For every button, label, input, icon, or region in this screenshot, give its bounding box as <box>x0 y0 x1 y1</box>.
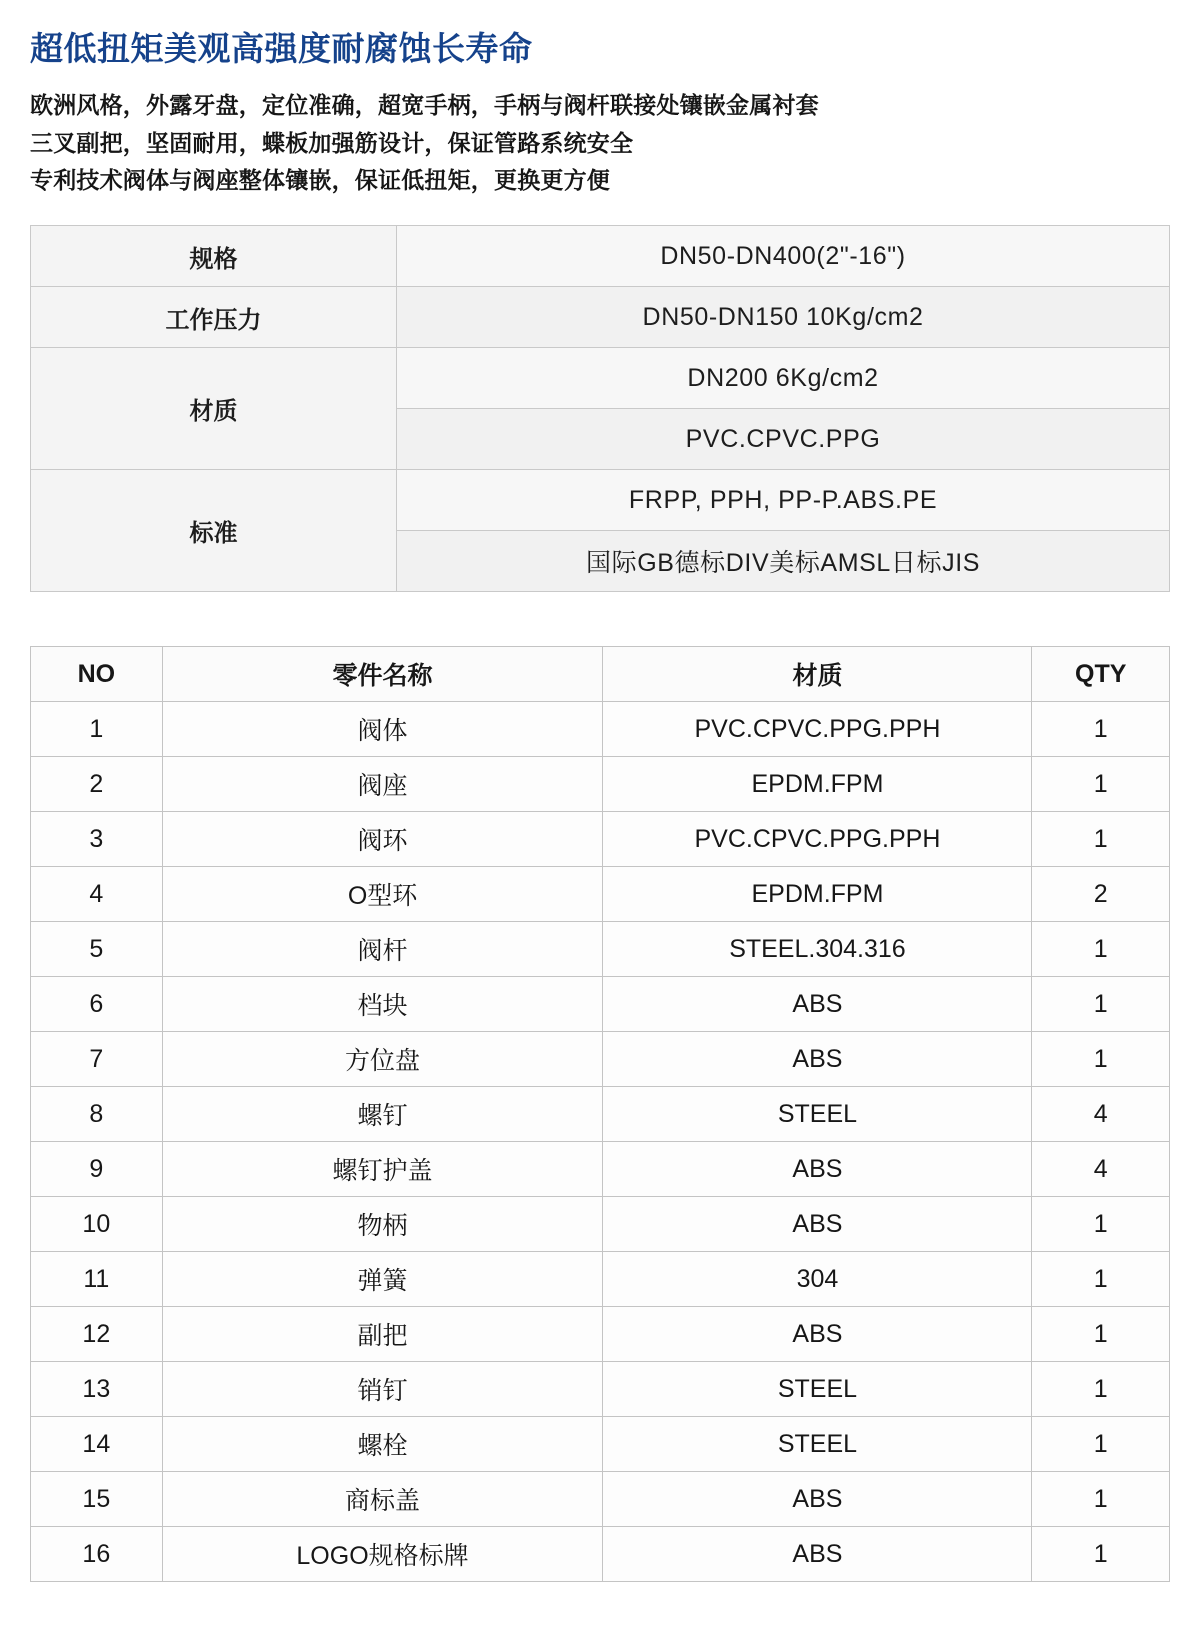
cell-no: 13 <box>31 1362 163 1417</box>
cell-partname: 方位盘 <box>162 1032 603 1087</box>
cell-qty: 4 <box>1032 1142 1170 1197</box>
cell-partname: 弹簧 <box>162 1252 603 1307</box>
cell-no: 3 <box>31 812 163 867</box>
cell-qty: 1 <box>1032 1252 1170 1307</box>
column-header-partname: 零件名称 <box>162 647 603 702</box>
cell-material: STEEL <box>603 1362 1032 1417</box>
cell-partname: 销钉 <box>162 1362 603 1417</box>
table-row <box>31 1527 1170 1582</box>
cell-qty: 1 <box>1032 702 1170 757</box>
cell-no: 8 <box>31 1087 163 1142</box>
cell-qty: 1 <box>1032 1527 1170 1582</box>
feature-line: 三叉副把，坚固耐用，蝶板加强筋设计，保证管路系统安全 <box>30 129 634 156</box>
table-row <box>31 702 1170 757</box>
cell-material: ABS <box>603 977 1032 1032</box>
cell-no: 16 <box>31 1527 163 1582</box>
table-row <box>31 348 1170 409</box>
table-row <box>31 757 1170 812</box>
table-row <box>31 1252 1170 1307</box>
spec-label: 规格 <box>31 226 397 287</box>
table-header-row <box>31 647 1170 702</box>
spec-value: FRPP, PPH, PP-P.ABS.PE <box>397 470 1170 531</box>
cell-no: 6 <box>31 977 163 1032</box>
cell-material: STEEL.304.316 <box>603 922 1032 977</box>
table-row <box>31 1087 1170 1142</box>
feature-list <box>30 87 1170 199</box>
cell-qty: 1 <box>1032 1472 1170 1527</box>
cell-qty: 1 <box>1032 1417 1170 1472</box>
specification-table <box>30 225 1170 592</box>
cell-partname: 阀环 <box>162 812 603 867</box>
cell-material: ABS <box>603 1032 1032 1087</box>
cell-partname: 阀杆 <box>162 922 603 977</box>
cell-no: 10 <box>31 1197 163 1252</box>
cell-qty: 2 <box>1032 867 1170 922</box>
feature-line: 欧洲风格，外露牙盘，定位准确，超宽手柄，手柄与阀杆联接处镶嵌金属衬套 <box>30 92 819 119</box>
cell-qty: 1 <box>1032 1307 1170 1362</box>
page-title: 超低扭矩美观高强度耐腐蚀长寿命 <box>30 30 533 67</box>
column-header-no: NO <box>31 647 163 702</box>
spec-value: 国际GB德标DIV美标AMSL日标JIS <box>397 531 1170 592</box>
cell-material: ABS <box>603 1472 1032 1527</box>
cell-partname: 物柄 <box>162 1197 603 1252</box>
spec-value: DN50-DN150 10Kg/cm2 <box>397 287 1170 348</box>
spec-value: DN200 6Kg/cm2 <box>397 348 1170 409</box>
table-row <box>31 867 1170 922</box>
cell-no: 15 <box>31 1472 163 1527</box>
table-row <box>31 1417 1170 1472</box>
cell-material: ABS <box>603 1142 1032 1197</box>
table-row <box>31 1197 1170 1252</box>
spec-value: DN50-DN400(2"-16") <box>397 226 1170 287</box>
table-row <box>31 287 1170 348</box>
cell-partname: 阀座 <box>162 757 603 812</box>
cell-qty: 1 <box>1032 812 1170 867</box>
cell-material: ABS <box>603 1527 1032 1582</box>
column-header-material: 材质 <box>603 647 1032 702</box>
spec-label: 标准 <box>31 470 397 592</box>
spec-label: 工作压力 <box>31 287 397 348</box>
cell-partname: 阀体 <box>162 702 603 757</box>
table-row <box>31 1142 1170 1197</box>
table-row <box>31 226 1170 287</box>
cell-material: EPDM.FPM <box>603 867 1032 922</box>
cell-qty: 1 <box>1032 922 1170 977</box>
cell-qty: 1 <box>1032 977 1170 1032</box>
cell-partname: 螺栓 <box>162 1417 603 1472</box>
cell-partname: 螺钉护盖 <box>162 1142 603 1197</box>
cell-qty: 1 <box>1032 1197 1170 1252</box>
cell-material: ABS <box>603 1197 1032 1252</box>
table-row <box>31 1032 1170 1087</box>
cell-no: 1 <box>31 702 163 757</box>
table-row <box>31 922 1170 977</box>
cell-partname: 档块 <box>162 977 603 1032</box>
cell-no: 4 <box>31 867 163 922</box>
cell-no: 11 <box>31 1252 163 1307</box>
cell-no: 14 <box>31 1417 163 1472</box>
spec-label: 材质 <box>31 348 397 470</box>
cell-qty: 4 <box>1032 1087 1170 1142</box>
spec-value: PVC.CPVC.PPG <box>397 409 1170 470</box>
cell-no: 9 <box>31 1142 163 1197</box>
cell-no: 12 <box>31 1307 163 1362</box>
cell-qty: 1 <box>1032 1032 1170 1087</box>
cell-partname: 副把 <box>162 1307 603 1362</box>
cell-no: 2 <box>31 757 163 812</box>
table-row <box>31 470 1170 531</box>
cell-no: 7 <box>31 1032 163 1087</box>
cell-material: EPDM.FPM <box>603 757 1032 812</box>
table-row <box>31 1472 1170 1527</box>
table-row <box>31 812 1170 867</box>
table-row <box>31 1362 1170 1417</box>
column-header-qty: QTY <box>1032 647 1170 702</box>
cell-partname: 螺钉 <box>162 1087 603 1142</box>
table-row <box>31 1307 1170 1362</box>
cell-partname: O型环 <box>162 867 603 922</box>
cell-qty: 1 <box>1032 757 1170 812</box>
cell-material: PVC.CPVC.PPG.PPH <box>603 812 1032 867</box>
cell-partname: 商标盖 <box>162 1472 603 1527</box>
feature-line: 专利技术阀体与阀座整体镶嵌，保证低扭矩，更换更方便 <box>30 166 610 193</box>
cell-no: 5 <box>31 922 163 977</box>
cell-material: PVC.CPVC.PPG.PPH <box>603 702 1032 757</box>
cell-material: STEEL <box>603 1087 1032 1142</box>
cell-partname: LOGO规格标牌 <box>162 1527 603 1582</box>
table-row <box>31 977 1170 1032</box>
cell-material: ABS <box>603 1307 1032 1362</box>
cell-material: 304 <box>603 1252 1032 1307</box>
cell-material: STEEL <box>603 1417 1032 1472</box>
parts-list-table <box>30 646 1170 1582</box>
cell-qty: 1 <box>1032 1362 1170 1417</box>
